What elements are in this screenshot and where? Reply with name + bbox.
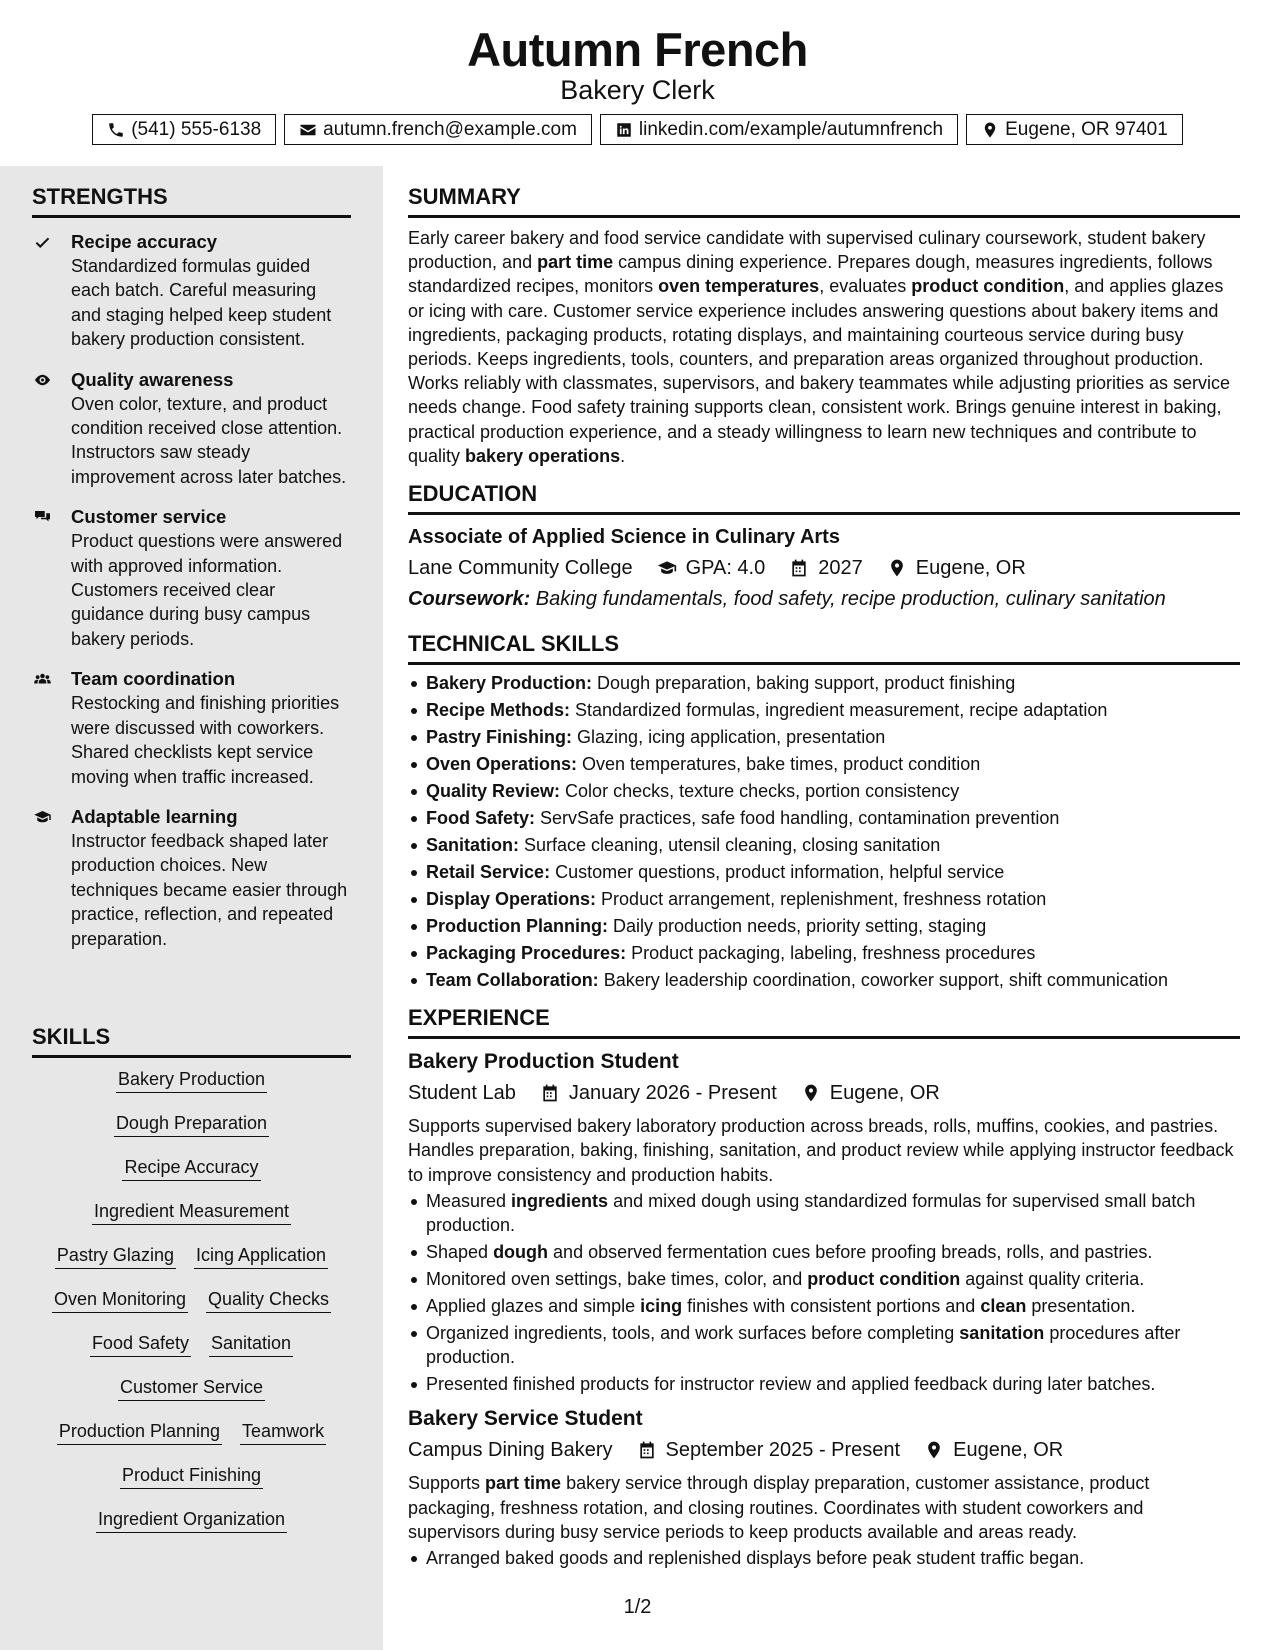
technical-skill-item (408, 725, 1240, 749)
experience-section (408, 1004, 1240, 1570)
job-organization: Campus Dining Bakery (408, 1439, 613, 1462)
education-location: Eugene, OR (915, 557, 1026, 580)
skill-tag: Teamwork (240, 1419, 326, 1445)
technical-skills-list (408, 671, 1240, 992)
strength-title: Quality awareness (71, 368, 234, 390)
job-entry (408, 1049, 1240, 1396)
technical-skill-item (408, 887, 1240, 911)
summary-section (408, 183, 1240, 468)
skill-tag: Quality Checks (206, 1287, 331, 1313)
technical-skill-item (408, 968, 1240, 992)
strength-title: Customer service (71, 506, 227, 528)
education-year: 2027 (818, 557, 863, 580)
technical-skill-text: Glazing, icing application, presentation (572, 727, 886, 748)
map-marker-icon (981, 121, 999, 139)
graduation-cap-icon (32, 808, 53, 826)
strengths-list (32, 230, 351, 967)
technical-skill-label: Oven Operations: (426, 754, 578, 775)
skill-row (32, 1155, 351, 1181)
text-segment: Shaped (426, 1242, 494, 1263)
job-location: Eugene, OR (829, 1082, 940, 1105)
graduation-cap-icon (657, 558, 677, 578)
sidebar (0, 166, 383, 1650)
experience-heading: EXPERIENCE (408, 1004, 1240, 1039)
page-number: 1/2 (623, 1596, 652, 1618)
contact-location (966, 114, 1183, 145)
skill-row (32, 1507, 351, 1533)
envelope-icon (299, 121, 317, 139)
resume-header (0, 0, 1275, 166)
candidate-title: Bakery Clerk (560, 75, 715, 105)
technical-skill-item (408, 671, 1240, 695)
strength-item (32, 505, 351, 651)
check-icon (32, 233, 53, 251)
education-degree: Associate of Applied Science in Culinary Arts (408, 526, 840, 549)
text-segment: finishes with consistent portions and (682, 1296, 981, 1317)
strength-item (32, 667, 351, 789)
text-segment: , and applies glazes or icing with care. Customer service experience includes answering questions about bakery items and ingredients, packaging products, rotating displays, and maintaining courteous service during busy periods. Keeps ingredients, tools, counters, and preparation areas organized throughout production. Works reliably with classmates, supervisors, and bakery teammates while adjusting priorities as service needs change. Food safety training supports clean, consistent work. Brings genuine interest in baking, practical production experience, and a steady willingness to learn new techniques and contribute to quality (408, 276, 1230, 466)
technical-skill-text: Surface cleaning, utensil cleaning, closing sanitation (519, 835, 941, 856)
strength-item (32, 230, 351, 352)
strength-body (71, 230, 351, 352)
strength-body (71, 368, 351, 490)
strength-description: Oven color, texture, and product condition received close attention. Instructors saw steady improvement across later batches. (71, 393, 347, 487)
strength-description: Standardized formulas guided each batch. Careful measuring and staging helped keep student bakery production consistent. (71, 256, 332, 350)
skill-tag: Customer Service (118, 1375, 265, 1401)
job-title: Bakery Production Student (408, 1050, 679, 1074)
bold-keyword: part time (485, 1473, 562, 1494)
technical-skill-item (408, 914, 1240, 938)
bold-keyword: bakery operations (465, 445, 621, 466)
text-segment: Organized ingredients, tools, and work surfaces before completing (426, 1323, 960, 1344)
bold-keyword: part time (537, 252, 614, 273)
education-heading: EDUCATION (408, 480, 1240, 515)
education-gpa: GPA: 4.0 (685, 557, 766, 580)
technical-skill-label: Display Operations: (426, 889, 597, 910)
phone-text: (541) 555-6138 (131, 118, 262, 140)
calendar-icon (637, 1440, 657, 1460)
technical-skill-text: ServSafe practices, safe food handling, contamination prevention (535, 808, 1060, 829)
text-segment: Presented finished products for instructor review and applied feedback during later batches. (426, 1374, 1156, 1395)
text-segment: Applied glazes and simple (426, 1296, 641, 1317)
education-school: Lane Community College (408, 557, 633, 580)
strength-icon-wrap (32, 505, 71, 651)
users-icon (32, 670, 53, 688)
skill-tag: Dough Preparation (114, 1111, 269, 1137)
job-bullets (408, 1546, 1240, 1570)
technical-skill-text: Customer questions, product information, helpful service (550, 862, 1005, 883)
text-segment: Supports supervised bakery laboratory production across breads, rolls, muffins, cookies, and pastries. Handles preparation, baking, finishing, sanitation, and product review while applying instructor feedback to improve consistency and production habits. (408, 1116, 1234, 1185)
skill-row (32, 1111, 351, 1137)
skills-list (32, 1067, 351, 1551)
strength-body (71, 805, 351, 951)
text-segment: Measured (426, 1190, 512, 1211)
technical-skill-item (408, 833, 1240, 857)
text-segment: and observed fermentation cues before proofing breads, rolls, and pastries. (548, 1242, 1153, 1263)
calendar-icon (540, 1083, 560, 1103)
text-segment: against quality criteria. (960, 1269, 1145, 1290)
technical-skill-label: Retail Service: (426, 862, 551, 883)
strength-description: Restocking and finishing priorities were discussed with coworkers. Shared checklists kept service moving when traffic increased. (71, 693, 340, 787)
candidate-name: Autumn French (467, 23, 808, 76)
technical-skill-text: Bakery leadership coordination, coworker support, shift communication (598, 970, 1168, 991)
education-coursework (408, 586, 1240, 612)
skill-row (32, 1067, 351, 1093)
job-dates: September 2025 - Present (665, 1439, 901, 1462)
text-segment: Early career bakery and food service candidate with supervised culinary coursework, student bakery production, and (408, 228, 1206, 273)
technical-skill-item (408, 779, 1240, 803)
technical-skill-item (408, 860, 1240, 884)
text-segment: Arranged baked goods and replenished displays before peak student traffic began. (426, 1548, 1085, 1569)
job-bullets (408, 1189, 1240, 1397)
job-dates: January 2026 - Present (568, 1082, 777, 1105)
bold-keyword: product condition (911, 276, 1065, 297)
bold-keyword: ingredients (511, 1190, 609, 1211)
skill-row (32, 1375, 351, 1401)
job-bullet (408, 1267, 1240, 1291)
skill-row (32, 1419, 351, 1445)
text-segment: presentation. (1026, 1296, 1136, 1317)
job-meta (408, 1080, 1240, 1106)
skills-heading: SKILLS (32, 1023, 351, 1058)
skill-tag: Ingredient Organization (96, 1507, 287, 1533)
bold-keyword: icing (640, 1296, 683, 1317)
strength-title: Adaptable learning (71, 805, 238, 827)
skill-tag: Icing Application (194, 1243, 328, 1269)
coursework-label: Coursework: (408, 588, 531, 611)
technical-skill-text: Oven temperatures, bake times, product condition (577, 754, 981, 775)
technical-skill-text: Standardized formulas, ingredient measurement, recipe adaptation (570, 700, 1108, 721)
map-marker-icon (887, 558, 907, 578)
coursework-text: Baking fundamentals, food safety, recipe production, culinary sanitation (530, 588, 1166, 611)
summary-heading: SUMMARY (408, 183, 1240, 218)
skill-tag: Oven Monitoring (52, 1287, 188, 1313)
text-segment: Monitored oven settings, bake times, color, and (426, 1269, 808, 1290)
job-bullet (408, 1372, 1240, 1396)
skill-row (32, 1331, 351, 1357)
strength-title: Team coordination (71, 668, 236, 690)
technical-skill-item (408, 752, 1240, 776)
text-segment: Supports (408, 1473, 486, 1494)
technical-skill-item (408, 698, 1240, 722)
technical-skill-item (408, 941, 1240, 965)
strength-body (71, 667, 351, 789)
text-segment: bakery service through display preparation, customer assistance, product packaging, freshness rotation, and closing routines. Coordinates with student coworkers and supervisors during busy service periods to keep products available and areas ready. (408, 1473, 1150, 1542)
technical-skill-label: Bakery Production: (426, 673, 593, 694)
job-description (408, 1114, 1240, 1187)
technical-skill-label: Packaging Procedures: (426, 943, 627, 964)
education-section (408, 480, 1240, 612)
job-bullet (408, 1546, 1240, 1570)
technical-skill-text: Dough preparation, baking support, product finishing (592, 673, 1016, 694)
text-segment: procedures after production. (426, 1323, 1181, 1368)
linkedin-text: linkedin.com/example/autumnfrench (638, 118, 944, 140)
strength-icon-wrap (32, 230, 71, 352)
strengths-heading: STRENGTHS (32, 183, 351, 218)
jobs-list (408, 1049, 1240, 1570)
technical-skill-item (408, 806, 1240, 830)
email-text: autumn.french@example.com (323, 118, 577, 140)
skill-row (32, 1463, 351, 1489)
bold-keyword: oven temperatures (658, 276, 820, 297)
technical-skill-label: Sanitation: (426, 835, 519, 856)
main-content (408, 166, 1240, 1582)
skill-tag: Recipe Accuracy (122, 1155, 260, 1181)
bold-keyword: dough (493, 1242, 549, 1263)
contact-phone[interactable] (92, 114, 276, 145)
phone-icon (107, 121, 125, 139)
text-segment: . (620, 445, 626, 466)
skill-tag: Food Safety (90, 1331, 191, 1357)
contact-linkedin[interactable] (600, 114, 958, 145)
job-bullet (408, 1240, 1240, 1264)
technical-skill-label: Recipe Methods: (426, 700, 571, 721)
bold-keyword: sanitation (959, 1323, 1045, 1344)
contact-email[interactable] (284, 114, 592, 145)
location-text: Eugene, OR 97401 (1005, 118, 1168, 140)
comments-icon (32, 508, 53, 526)
contact-bar (0, 114, 1275, 145)
skill-row (32, 1287, 351, 1313)
eye-icon (32, 371, 53, 389)
strength-description: Instructor feedback shaped later production choices. New techniques became easier through practice, reflection, and repeated preparation. (71, 830, 348, 949)
job-organization: Student Lab (408, 1082, 516, 1105)
summary-text (408, 226, 1240, 468)
technical-skill-label: Food Safety: (426, 808, 536, 829)
strength-description: Product questions were answered with approved information. Customers received clear guidance during busy campus bakery periods. (71, 531, 343, 649)
technical-skill-label: Production Planning: (426, 916, 608, 937)
strength-icon-wrap (32, 805, 71, 951)
job-bullet (408, 1294, 1240, 1318)
technical-skill-text: Product arrangement, replenishment, freshness rotation (596, 889, 1047, 910)
strength-item (32, 368, 351, 490)
strength-title: Recipe accuracy (71, 231, 218, 252)
technical-skills-section (408, 630, 1240, 992)
job-location: Eugene, OR (953, 1439, 1064, 1462)
skill-tag: Ingredient Measurement (92, 1199, 291, 1225)
map-marker-icon (801, 1083, 821, 1103)
technical-skill-label: Quality Review: (426, 781, 561, 802)
skill-tag: Sanitation (209, 1331, 293, 1357)
technical-skill-label: Pastry Finishing: (426, 727, 573, 748)
job-entry (408, 1406, 1240, 1570)
technical-skill-text: Daily production needs, priority setting, staging (608, 916, 987, 937)
skill-row (32, 1199, 351, 1225)
job-bullet (408, 1189, 1240, 1237)
bold-keyword: clean (980, 1296, 1027, 1317)
skill-tag: Production Planning (57, 1419, 222, 1445)
text-segment: and mixed dough using standardized formulas for supervised small batch production. (426, 1190, 1196, 1236)
strength-icon-wrap (32, 667, 71, 789)
skill-tag: Bakery Production (116, 1067, 267, 1093)
linkedin-icon (615, 121, 633, 139)
education-meta (408, 555, 1240, 581)
skill-row (32, 1243, 351, 1269)
skill-tag: Pastry Glazing (55, 1243, 176, 1269)
skill-tag: Product Finishing (120, 1463, 263, 1489)
technical-skill-text: Product packaging, labeling, freshness procedures (626, 943, 1036, 964)
calendar-icon (789, 558, 809, 578)
strength-icon-wrap (32, 368, 71, 490)
job-title: Bakery Service Student (408, 1407, 643, 1431)
strength-body (71, 505, 351, 651)
map-marker-icon (924, 1440, 944, 1460)
job-description (408, 1471, 1240, 1544)
text-segment: , evaluates (819, 276, 912, 297)
job-meta (408, 1437, 1240, 1463)
strength-item (32, 805, 351, 951)
bold-keyword: product condition (807, 1269, 961, 1290)
text-segment: campus dining experience. Prepares dough, measures ingredients, follows standardized recipes, monitors (408, 252, 1213, 297)
technical-skills-heading: TECHNICAL SKILLS (408, 630, 1240, 665)
technical-skill-text: Color checks, texture checks, portion consistency (560, 781, 960, 802)
technical-skill-label: Team Collaboration: (426, 970, 599, 991)
job-bullet (408, 1321, 1240, 1369)
